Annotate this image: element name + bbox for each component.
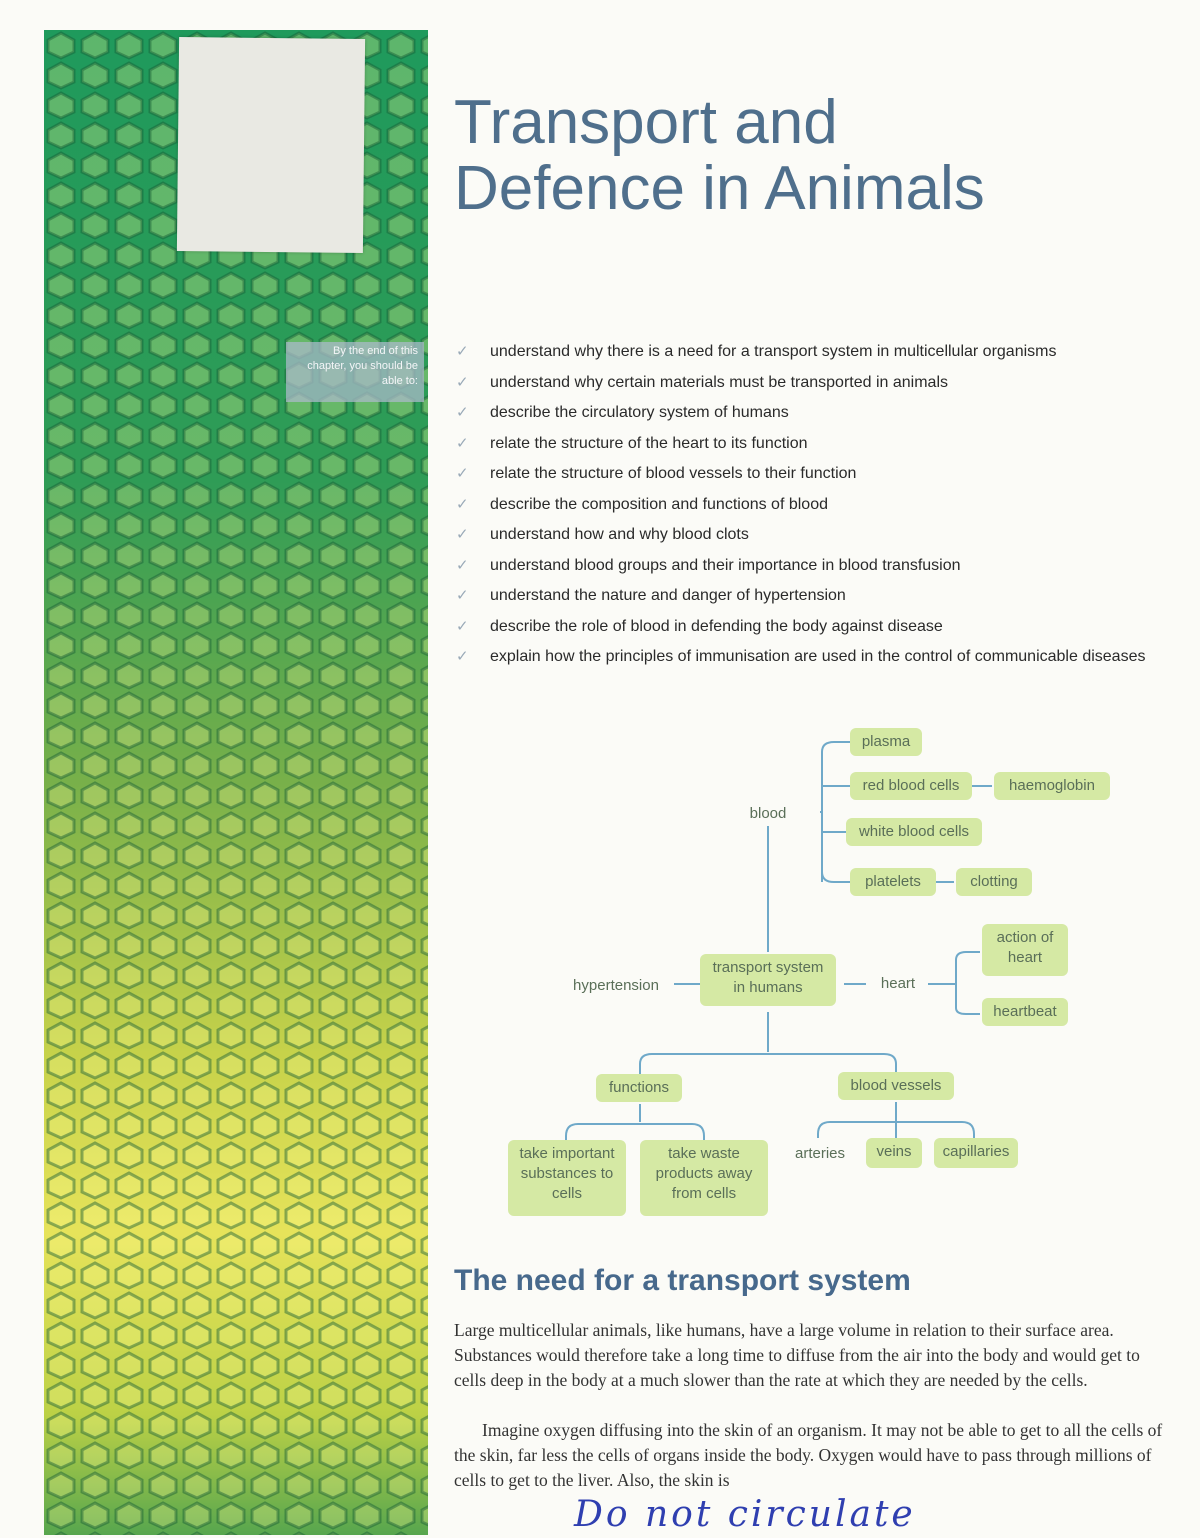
node-red-blood-cells: red blood cells [850,772,972,800]
node-capillaries: capillaries [934,1138,1018,1168]
node-heart: heart [880,975,916,992]
objective-text: relate the structure of the heart to its function [490,434,808,452]
objectives-intro-box: By the end of this chapter, you should be able to: [286,342,424,402]
body-paragraph-1: Large multicellular animals, like humans, have a large volume in relation to their surface area. Substances would therefore take a long time to diffuse from the air into the body and would get to cells deep in the body at a much slower than the rate at which they are needed by the cells. [454,1320,1140,1390]
check-icon: ✓ [456,343,469,360]
objective-text: understand why certain materials must be transported in animals [490,373,948,391]
node-take-waste-products: take waste products away from cells [640,1140,768,1216]
node-heartbeat: heartbeat [982,998,1068,1026]
objective-text: describe the composition and functions of blood [490,495,828,513]
node-functions: functions [596,1074,682,1102]
handwritten-note: Do not circulate [574,1494,916,1535]
check-icon: ✓ [456,526,469,543]
node-blood-vessels: blood vessels [838,1072,954,1100]
objective-text: understand why there is a need for a transport system in multicellular organisms [490,343,1057,360]
objective-text: relate the structure of blood vessels to their function [490,465,857,482]
section-heading: The need for a transport system [454,1264,911,1297]
check-icon: ✓ [456,434,469,452]
check-icon: ✓ [456,556,469,574]
node-veins: veins [866,1138,922,1168]
check-icon: ✓ [456,648,469,665]
check-icon: ✓ [456,465,469,482]
objective-text: describe the role of blood in defending the body against disease [490,617,943,635]
objective-text: understand the nature and danger of hypertension [490,587,846,604]
chapter-title-line-2: Defence in Animals [454,154,985,223]
body-paragraph-2: Imagine oxygen diffusing into the skin of an organism. It may not be able to get to all the cells of the skin, far less the cells of organs inside the body. Oxygen would have to pass through millions of cells to get to the liver. Also, the skin is [454,1420,1163,1490]
node-clotting: clotting [956,868,1032,896]
check-icon: ✓ [456,404,469,421]
objective-text: describe the circulatory system of humans [490,404,789,421]
node-take-important-substances: take important substances to cells [508,1140,626,1216]
node-transport-system: transport system in humans [700,954,836,1006]
node-action-of-heart: action of heart [982,924,1068,976]
check-icon: ✓ [456,495,469,513]
check-icon: ✓ [456,617,469,635]
node-hypertension: hypertension [573,977,659,994]
node-plasma: plasma [850,728,922,756]
node-white-blood-cells: white blood cells [846,818,982,846]
objective-text: understand how and why blood clots [490,526,749,543]
chapter-title-line-1: Transport and [454,88,838,157]
node-arteries: arteries [794,1145,846,1162]
node-haemoglobin: haemoglobin [994,772,1110,800]
check-icon: ✓ [456,373,469,391]
node-platelets: platelets [850,868,936,896]
objective-text: explain how the principles of immunisation are used in the control of communicable diseases [490,648,1146,665]
objective-text: understand blood groups and their importance in blood transfusion [490,556,961,574]
node-blood: blood [749,805,787,822]
check-icon: ✓ [456,587,469,604]
